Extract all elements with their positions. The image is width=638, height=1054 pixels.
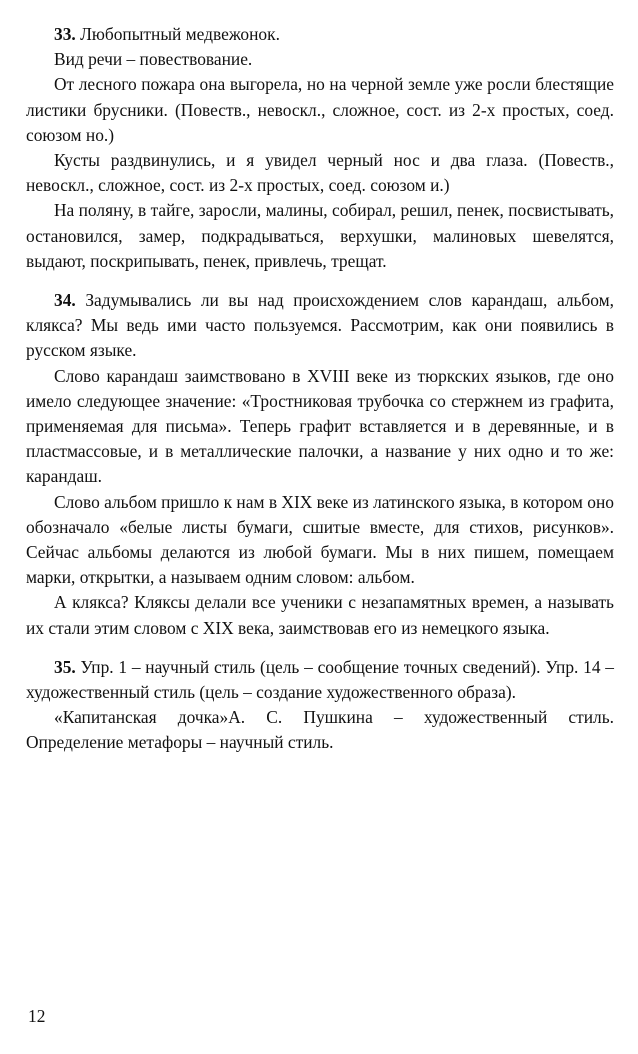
- ex33-speech-type: Вид речи – повествование.: [54, 49, 253, 70]
- ex34-paragraph-2: Слово карандаш заимствовано в XVIII веке из тюркских языков, где оно имело следующее значение: «Тростниковая трубочка со стержнем из графита, применяемая для письма». Теперь графит вставляется и в деревянные, и в пластмассовые, и в металлические палочки, а название у них одно и то же: карандаш.: [26, 365, 614, 487]
- ex35-number: 35.: [54, 656, 76, 677]
- page-number: 12: [28, 1006, 46, 1026]
- ex33-sentence-2: Кусты раздвинулись, и я увидел черный нос и два глаза. (Повеств., невоскл., сложное, сост. из 2-х простых, соед. союзом и.): [26, 150, 614, 196]
- ex35-paragraph-2: «Капитанская дочка»А. С. Пушкина – художественный стиль. Определение метафоры – научный стиль.: [26, 707, 614, 753]
- ex34-paragraph-1: 34. Задумывались ли вы над происхождением слов карандаш, альбом, клякса? Мы ведь ими часто пользуемся. Рассмотрим, как они появились в русском языке.: [26, 290, 614, 361]
- ex33-number: 33.: [54, 24, 76, 44]
- ex35-paragraph-1: 35. Упр. 1 – научный стиль (цель – сообщение точных сведений). Упр. 14 – художественный стиль (цель – создание художественного образа).: [26, 656, 614, 703]
- ex33-title: Любопытный медвежонок.: [75, 24, 280, 44]
- ex34-paragraph-4: А клякса? Кляксы делали все ученики с незапамятных времен, а называть их стали этим словом с XIX века, заимствовав его из немецкого языка.: [26, 592, 614, 638]
- page-content: [26, 22, 614, 756]
- ex34-paragraph-3: Слово альбом пришло к нам в XIX веке из латинского языка, в котором оно обозначало «белые листы бумаги, сшитые вместе, для стихов, рисунков». Сейчас альбомы делаются из любой бумаги. Мы в них пишем, помещаем марки, открытки, а называем одним словом: альбом.: [26, 491, 614, 588]
- ex33-sentence-1: От лесного пожара она выгорела, но на черной земле уже росли блестящие листики брусники. (Повеств., невоскл., сложное, сост. из 2-х простых, соед. союзом но.): [26, 74, 614, 145]
- ex33-heading: [26, 22, 614, 47]
- ex34-number: 34.: [54, 290, 76, 311]
- ex33-word-list: На поляну, в тайге, заросли, малины, собирал, решил, пенек, посвистывать, остановился, замер, подкрадываться, верхушки, малиновых шевелятся, выдают, поскрипывать, пенек, привлечь, трещат.: [26, 200, 614, 271]
